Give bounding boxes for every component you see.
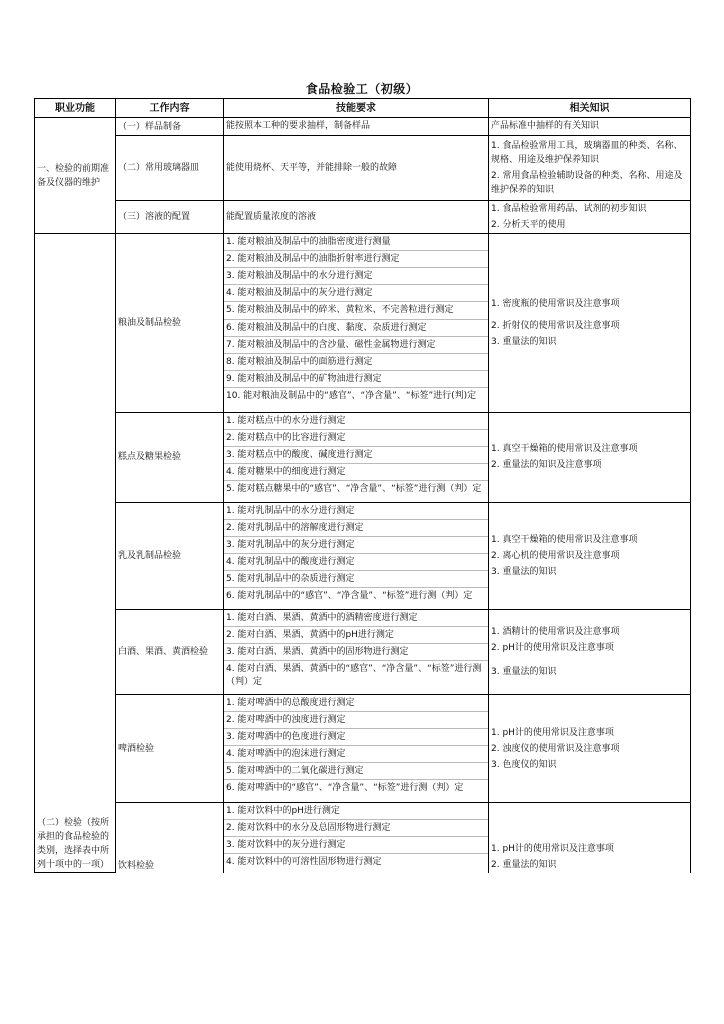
skill-item: 2. 能对乳制品中的溶解度进行测定 — [224, 520, 488, 537]
knowledge-item: 2. pH计的使用常识及注意事项 — [491, 643, 614, 654]
skill-item: 4. 能对白酒、果酒、黄酒中的“感官”、“净含量”、“标签”进行测（判）定 — [226, 663, 482, 687]
skill-item: 2. 能对白酒、果酒、黄酒中的pH进行测定 — [224, 627, 488, 644]
skill-item: 1. 能对饮料中的pH进行测定 — [224, 803, 488, 820]
knowledge-item: 2. 浊度仪的使用常识及注意事项 — [491, 743, 620, 754]
skill-item: 1. 能对白酒、果酒、黄酒中的酒精密度进行测定 — [224, 610, 488, 627]
knowledge-cell — [489, 201, 691, 234]
knowledge-item: 1. 酒精计的使用常识及注意事项 — [491, 627, 620, 638]
content-cell: 糕点及糖果检验 — [116, 413, 224, 503]
knowledge-cell — [489, 695, 691, 802]
skill-item: 5. 能对乳制品中的杂质进行测定 — [224, 571, 488, 588]
content-cell: 粮油及制品检验 — [116, 234, 224, 413]
function-text: （二）检验（按所承担的食品检验的类别，选择表中所列十项中的一项） — [37, 818, 110, 870]
knowledge-item: 1. 密度瓶的使用常识及注意事项 — [491, 299, 620, 310]
skills-table — [34, 98, 691, 873]
table-row — [35, 413, 691, 503]
table-header-row — [35, 99, 691, 118]
skill-cell — [224, 609, 489, 694]
skill-item: 4. 能对饮料中的可溶性固形物进行测定 — [226, 856, 382, 867]
skill-item: 3. 能对乳制品中的灰分进行测定 — [224, 537, 488, 554]
knowledge-item: 3. 重量法的知识 — [491, 337, 557, 348]
table-row — [35, 802, 691, 872]
header-function: 职业功能 — [35, 99, 116, 118]
skill-item: 5. 能对粮油及制品中的碎米、黄粒米、不完善粒进行测定 — [224, 302, 488, 320]
knowledge-item: 2. 折射仪的使用常识及注意事项 — [491, 321, 620, 332]
knowledge-item: 1. 真空干燥箱的使用常识及注意事项 — [491, 444, 638, 455]
function-cell — [35, 234, 116, 873]
knowledge-item: 1. pH计的使用常识及注意事项 — [491, 727, 614, 738]
skill-item: 8. 能对粮油及制品中的面筋进行测定 — [224, 354, 488, 371]
skill-cell: 能按照本工种的要求抽样，制备样品 — [224, 118, 489, 136]
skill-item: 4. 能对粮油及制品中的灰分进行测定 — [224, 285, 488, 302]
table-row — [35, 609, 691, 694]
knowledge-cell — [489, 413, 691, 503]
knowledge-item: 2. 离心机的使用常识及注意事项 — [491, 550, 620, 561]
knowledge-item: 2. 分析天平的使用 — [491, 220, 566, 230]
content-cell: 乳及乳制品检验 — [116, 502, 224, 609]
content-cell: 饮料检验 — [116, 802, 224, 872]
skill-item: 6. 能对乳制品中的“感官”、“净含量”、“标签”进行测（判）定 — [226, 590, 473, 601]
table-row — [35, 695, 691, 802]
content-cell: （一）样品制备 — [116, 118, 224, 136]
knowledge-item: 1. 食品检验常用药品、试剂的初步知识 — [491, 204, 647, 214]
knowledge-item: 2. 常用食品检验辅助设备的种类、名称、用途及维护保养的知识 — [491, 171, 683, 195]
knowledge-item: 2. 重量法的知识及注意事项 — [491, 460, 602, 471]
header-content: 工作内容 — [116, 99, 224, 118]
knowledge-cell — [489, 234, 691, 413]
content-cell: （三）溶液的配置 — [116, 201, 224, 234]
knowledge-item: 1. 真空干燥箱的使用常识及注意事项 — [491, 534, 638, 545]
skill-cell: 能使用烧杯、天平等，并能排除一般的故障 — [224, 136, 489, 201]
header-skills: 技能要求 — [224, 99, 489, 118]
skill-cell — [224, 234, 489, 413]
skill-item: 3. 能对啤酒中的色度进行测定 — [224, 729, 488, 746]
skill-item: 2. 能对糕点中的比容进行测定 — [224, 430, 488, 447]
skill-item: 6. 能对粮油及制品中的白度、黏度、杂质进行测定 — [224, 320, 488, 337]
skill-item: 5. 能对啤酒中的二氧化碳进行测定 — [224, 763, 488, 780]
skill-item: 1. 能对啤酒中的总酸度进行测定 — [224, 695, 488, 712]
knowledge-item: 1. pH计的使用常识及注意事项 — [491, 843, 614, 854]
skill-item: 3. 能对白酒、果酒、黄酒中的固形物进行测定 — [224, 644, 488, 661]
skill-cell — [224, 413, 489, 503]
knowledge-item: 1. 食品检验常用工具，玻璃器皿的种类、名称、规格、用途及维护保养知识 — [491, 141, 683, 165]
knowledge-item: 3. 色度仪的知识 — [491, 759, 557, 770]
skill-item: 5. 能对糕点糖果中的“感官”、“净含量”、“标签”进行测（判）定 — [226, 484, 482, 495]
skill-item: 4. 能对乳制品中的酸度进行测定 — [224, 554, 488, 571]
skill-cell: 能配置质量浓度的溶液 — [224, 201, 489, 234]
skill-item: 2. 能对粮油及制品中的油脂折射率进行测定 — [224, 251, 488, 268]
table-row — [35, 136, 691, 201]
knowledge-cell: 产品标准中抽样的有关知识 — [489, 118, 691, 136]
skill-item: 2. 能对饮料中的水分及总固形物进行测定 — [224, 820, 488, 837]
skill-item: 3. 能对糕点中的酸度、碱度进行测定 — [224, 447, 488, 464]
content-cell: 白酒、果酒、黄酒检验 — [116, 609, 224, 694]
skill-item: 9. 能对粮油及制品中的矿物油进行测定 — [224, 371, 488, 388]
skill-item: 4. 能对啤酒中的泡沫进行测定 — [224, 746, 488, 763]
content-cell: （二）常用玻璃器皿 — [116, 136, 224, 201]
skill-item: 7. 能对粮油及制品中的含沙量、磁性金属物进行测定 — [224, 337, 488, 354]
knowledge-item: 3. 重量法的知识 — [491, 667, 557, 678]
table-row — [35, 201, 691, 234]
skill-item: 10. 能对粮油及制品中的“感官”、“净含量”、“标签”进行(判)定 — [226, 391, 477, 401]
skill-item: 2. 能对啤酒中的浊度进行测定 — [224, 712, 488, 729]
skill-item: 6. 能对啤酒中的“感官”、“净含量”、“标签”进行测（判）定 — [226, 783, 464, 794]
skill-item: 1. 能对乳制品中的水分进行测定 — [224, 503, 488, 520]
table-row — [35, 118, 691, 136]
function-cell: 一、检验的前期准备及仪器的维护 — [35, 118, 116, 234]
header-knowledge: 相关知识 — [489, 99, 691, 118]
knowledge-cell — [489, 609, 691, 694]
knowledge-cell — [489, 502, 691, 609]
knowledge-item: 3. 重量法的知识 — [491, 566, 557, 577]
knowledge-cell — [489, 136, 691, 201]
skill-cell — [224, 695, 489, 802]
skill-item: 1. 能对糕点中的水分进行测定 — [224, 413, 488, 430]
skill-cell — [224, 802, 489, 872]
skill-item: 4. 能对糖果中的细度进行测定 — [224, 464, 488, 481]
knowledge-cell — [489, 802, 691, 872]
knowledge-item: 2. 重量法的知识 — [491, 859, 557, 870]
page-title: 食品检验工（初级） — [305, 82, 419, 96]
table-row — [35, 234, 691, 413]
skill-item: 3. 能对粮油及制品中的水分进行测定 — [224, 268, 488, 285]
skill-item: 1. 能对粮油及制品中的油脂密度进行测量 — [224, 234, 488, 251]
skill-item: 3. 能对饮料中的灰分进行测定 — [224, 837, 488, 854]
skill-cell — [224, 502, 489, 609]
table-row — [35, 502, 691, 609]
content-cell: 啤酒检验 — [116, 695, 224, 802]
